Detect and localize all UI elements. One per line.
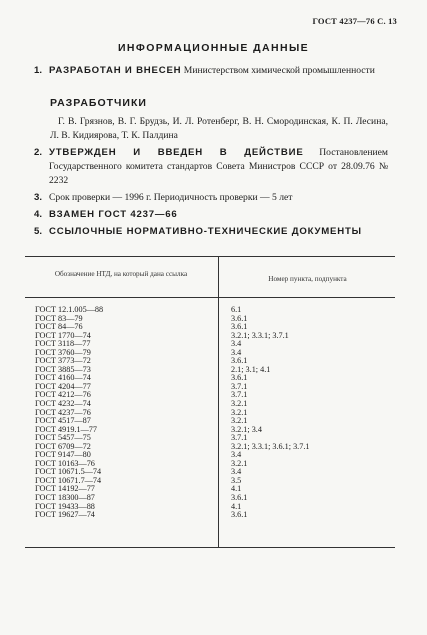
table-cell-clause: 3.6.1 [231,493,248,503]
table-cell-document: ГОСТ 3118—77 [35,339,91,349]
table-cell-document: ГОСТ 12.1.005—88 [35,305,104,314]
table-cell-document: ГОСТ 5457—75 [35,433,91,443]
table-cell-document: ГОСТ 83—79 [35,313,83,323]
table-cell-clause: 3.4 [231,450,242,460]
table-cell-clause: 3.2.1 [231,416,248,426]
table-top-border [25,256,395,257]
table-header-col2: Номер пункта, подпункта [268,275,347,283]
item-2-caps: УТВЕРЖДЕН И ВВЕДЕН В ДЕЙСТВИЕ [49,147,304,158]
item-1-number: 1. [34,65,43,76]
item-5-text: ССЫЛОЧНЫЕ НОРМАТИВНО-ТЕХНИЧЕСКИЕ ДОКУМЕНТЫ [49,226,362,237]
item-1-caps: РАЗРАБОТАН И ВНЕСЕН [49,65,182,76]
table-cell-clause: 4.1 [231,501,242,511]
table-cell-clause: 3.4 [231,347,242,357]
table-cell-document: ГОСТ 19627—74 [35,510,95,520]
page-header-code: ГОСТ 4237—76 С. 13 [312,16,397,26]
table-cell-clause: 3.4 [231,339,242,349]
page-title: ИНФОРМАЦИОННЫЕ ДАННЫЕ [117,42,310,54]
table-cell-clause: 3.2.1; 3.4 [231,424,262,434]
table-cell-document: ГОСТ 14192—77 [35,484,95,494]
table-cell-clause: 4.1 [231,484,242,494]
item-3-text: Срок проверки — 1996 г. Периодичность проверки — 5 лет [49,192,293,203]
table-column-clauses [231,306,391,520]
table-bottom-border [25,547,395,548]
table-cell-document: ГОСТ 84—76 [35,322,83,332]
table-cell-clause: 3.2.1; 3.3.1; 3.7.1 [231,330,289,340]
item-2-number: 2. [34,147,43,158]
table-cell-document: ГОСТ 4204—77 [35,381,91,391]
table-cell-document: ГОСТ 18300—87 [35,493,95,503]
table-cell-clause: 3.2.1 [231,458,248,468]
table-column-documents [35,306,205,520]
item-1 [34,64,388,78]
item-4-text: ВЗАМЕН ГОСТ 4237—66 [49,209,178,220]
table-cell-document: ГОСТ 4160—74 [35,373,91,383]
item-4 [34,208,388,222]
table-cell-clause: 3.6.1 [231,313,248,323]
table-cell-clause: 3.6.1 [231,373,248,383]
table-column-divider [218,256,219,548]
table-cell-document: ГОСТ 4212—76 [35,390,91,400]
table-cell-document: ГОСТ 4919.1—77 [35,424,97,434]
table-cell-document: ГОСТ 1770—74 [35,330,91,340]
table-cell-clause: 3.5 [231,475,242,485]
table-cell-clause: 3.6.1 [231,510,248,520]
table-cell-clause: 2.1; 3.1; 4.1 [231,364,271,374]
item-3 [34,191,388,205]
developers-list: Г. В. Грязнов, В. Г. Брудзь, И. Л. Ротенберг, В. Н. Смородинская, К. П. Лесина, Л. В. Кидиярова, Т. К. Палдина [50,116,388,141]
table-cell-document: ГОСТ 9147—80 [35,450,91,460]
table-cell-document: ГОСТ 4237—76 [35,407,91,417]
table-cell-clause: 6.1 [231,305,242,314]
item-2 [34,146,388,188]
table-cell-document: ГОСТ 4517—87 [35,416,91,426]
table-cell-document: ГОСТ 10671.5—74 [35,467,102,477]
table-cell-clause: 3.6.1 [231,356,248,366]
table-cell-clause: 3.2.1 [231,407,248,417]
item-2-body: Постановлением Государственного комитета стандартов Совета Министров СССР от 28.09.76 № 2232 [49,147,388,186]
table-cell-document: ГОСТ 10163—76 [35,458,95,468]
item-5-number: 5. [34,226,43,237]
table-cell-clause: 3.2.1 [231,399,248,409]
table-cell-clause: 3.4 [231,467,242,477]
table-header-border [25,297,395,298]
table-cell-clause: 3.2.1; 3.3.1; 3.6.1; 3.7.1 [231,441,310,451]
table-cell-clause: 3.6.1 [231,322,248,332]
item-4-number: 4. [34,209,43,220]
table-cell-document: ГОСТ 4232—74 [35,399,91,409]
item-5 [34,225,388,239]
table-header-col1: Обозначение НТД, на который дана ссылка [54,270,188,278]
reference-table [25,256,395,548]
table-cell-document: ГОСТ 10671.7—74 [35,475,102,485]
table-cell-document: ГОСТ 6709—72 [35,441,91,451]
item-3-number: 3. [34,192,43,203]
table-cell-document: ГОСТ 3760—79 [35,347,91,357]
item-2-text [49,146,388,188]
developers-heading: РАЗРАБОТЧИКИ [50,97,147,109]
table-cell-clause: 3.7.1 [231,390,248,400]
table-cell-clause: 3.7.1 [231,381,248,391]
table-cell-document: ГОСТ 19433—88 [35,501,95,511]
table-cell-document: ГОСТ 3885—73 [35,364,91,374]
item-1-body: Министерством химической промышленности [181,65,375,76]
table-cell-clause: 3.7.1 [231,433,248,443]
item-1-text [49,64,388,78]
table-cell-document: ГОСТ 3773—72 [35,356,91,366]
